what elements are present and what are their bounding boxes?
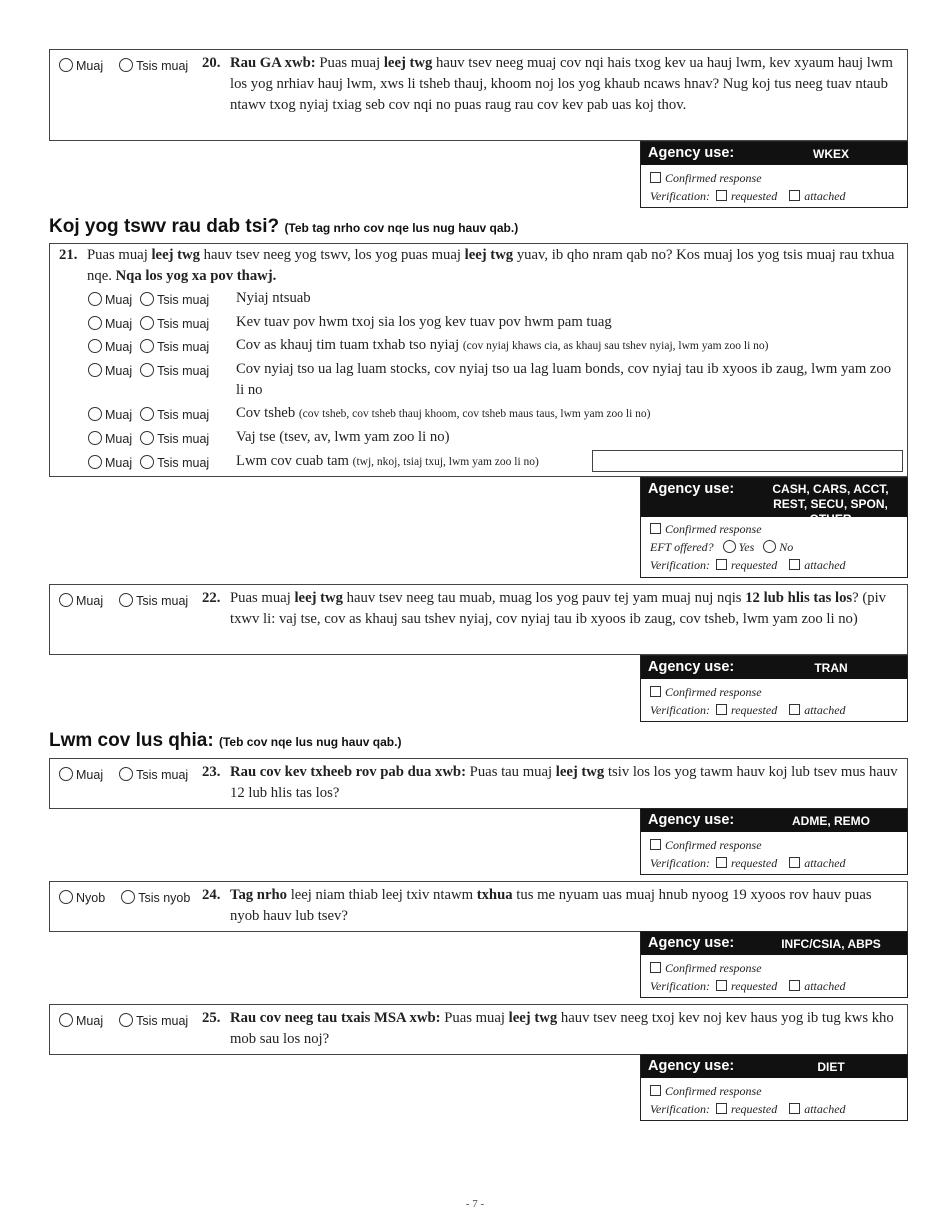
attached-checkbox[interactable] [789, 1103, 800, 1114]
q24-no-label: Tsis nyob [138, 891, 191, 905]
q22-no-label: Tsis muaj [136, 594, 189, 608]
confirmed-response-label: Confirmed response [665, 685, 762, 699]
q21-number: 21. [59, 247, 78, 263]
question-23-box [49, 758, 908, 809]
q21-row7-yes-radio[interactable] [88, 455, 102, 469]
q21-row4-label: Cov nyiaj tso ua lag luam stocks, cov nyiaj tso ua lag luam bonds, cov nyiaj tau ib xyoos ib zaug, lwm yam zoo li no [236, 361, 892, 398]
question-20-box [49, 49, 908, 141]
attached-checkbox[interactable] [789, 980, 800, 991]
verification-label: Verification: [650, 1102, 710, 1116]
q21-row4-yes-radio[interactable] [88, 363, 102, 377]
q20-number: 20. [202, 55, 221, 71]
question-24-box [49, 881, 908, 932]
agency-use-box-21 [640, 477, 908, 578]
q22-number: 22. [202, 590, 221, 606]
q21-row5-no-radio[interactable] [140, 407, 154, 421]
verification-label: Verification: [650, 703, 710, 717]
q20-no-radio[interactable] [119, 58, 133, 72]
confirmed-response-label: Confirmed response [665, 961, 762, 975]
confirmed-response-label: Confirmed response [665, 1084, 762, 1098]
no-label: Tsis muaj [157, 456, 210, 470]
confirmed-response-checkbox[interactable] [650, 686, 661, 697]
page-number: - 7 - [465, 1198, 485, 1210]
q22-yes-label: Muaj [76, 594, 104, 608]
attached-label: attached [804, 856, 846, 870]
section-heading-other: Lwm cov lus qhia: (Teb cov nqe lus nug hauv qab.) [49, 730, 402, 751]
q21-row5-label: Cov tsheb (cov tsheb, cov tsheb thauj khoom, cov tsheb maus taus, lwm yam zoo li no) [236, 405, 651, 421]
requested-label: requested [731, 558, 778, 572]
requested-label: requested [731, 703, 778, 717]
other-assets-input[interactable] [592, 450, 903, 472]
q21-row5-yes-radio[interactable] [88, 407, 102, 421]
agency-use-box-20 [640, 141, 908, 208]
confirmed-response-checkbox[interactable] [650, 962, 661, 973]
q21-row7-label: Lwm cov cuab tam (twj, nkoj, tsiaj txuj, lwm yam zoo li no) [236, 453, 539, 469]
confirmed-response-checkbox[interactable] [650, 1085, 661, 1096]
agency-use-label: Agency use: [648, 935, 735, 951]
q22-yes-radio[interactable] [59, 593, 73, 607]
yes-label: Muaj [105, 364, 133, 378]
verification-label: Verification: [650, 558, 710, 572]
q21-row2-label: Kev tuav pov hwm txoj sia los yog kev tuav pov hwm pam tuag [236, 314, 612, 330]
q23-no-radio[interactable] [119, 767, 133, 781]
q21-row3-yes-radio[interactable] [88, 339, 102, 353]
verification-label: Verification: [650, 856, 710, 870]
no-label: Tsis muaj [157, 432, 210, 446]
requested-checkbox[interactable] [716, 559, 727, 570]
q20-no-label: Tsis muaj [136, 59, 189, 73]
q23-yes-label: Muaj [76, 768, 104, 782]
agency-use-label: Agency use: [648, 481, 735, 497]
q21-row2-no-radio[interactable] [140, 316, 154, 330]
q25-no-label: Tsis muaj [136, 1014, 189, 1028]
q20-options [59, 57, 188, 75]
requested-checkbox[interactable] [716, 980, 727, 991]
q22-no-radio[interactable] [119, 593, 133, 607]
confirmed-response-label: Confirmed response [665, 838, 762, 852]
q22-text: Puas muaj leej twg hauv tsev neeg tau muab, muag los yog pauv tej yam muaj nuj nqis 12 lub hlis tas los? (piv txwv li: vaj tse, cov as khauj sau tshev nyiaj, cov nyiaj tau ib xyoos ib zaug, cov tsheb, lwm yam zoo li no) [230, 590, 886, 627]
agency-use-box-23 [640, 808, 908, 875]
q21-row6-no-radio[interactable] [140, 431, 154, 445]
confirmed-response-label: Confirmed response [665, 171, 762, 185]
q21-row6-label: Vaj tse (tsev, av, lwm yam zoo li no) [236, 429, 450, 445]
no-label: Tsis muaj [157, 293, 210, 307]
question-25-box [49, 1004, 908, 1055]
q24-yes-label: Nyob [76, 891, 106, 905]
q21-text: Puas muaj leej twg hauv tsev neeg yog tswv, los yog puas muaj leej twg yuav, ib qho nram qab no? Kos muaj los yog tsis muaj rau txhua nqe. Nqa los yog xa pov thawj. [87, 247, 895, 284]
attached-checkbox[interactable] [789, 559, 800, 570]
q21-row2-yes-radio[interactable] [88, 316, 102, 330]
q25-yes-label: Muaj [76, 1014, 104, 1028]
yes-label: Muaj [105, 317, 133, 331]
yes-label: Muaj [105, 340, 133, 354]
no-label: Tsis muaj [157, 340, 210, 354]
eft-yes-radio[interactable] [723, 540, 736, 553]
q21-row1-no-radio[interactable] [140, 292, 154, 306]
yes-label: Muaj [105, 456, 133, 470]
question-21-box [49, 243, 908, 477]
section-heading-assets: Koj yog tswv rau dab tsi? (Teb tag nrho cov nqe lus nug hauv qab.) [49, 216, 519, 237]
attached-checkbox[interactable] [789, 190, 800, 201]
agency-codes: TRAN [814, 661, 848, 675]
q23-yes-radio[interactable] [59, 767, 73, 781]
agency-use-box-22 [640, 655, 908, 722]
confirmed-response-label: Confirmed response [665, 522, 762, 536]
requested-checkbox[interactable] [716, 857, 727, 868]
eft-no-label: No [779, 540, 794, 554]
attached-label: attached [804, 703, 846, 717]
agency-use-label: Agency use: [648, 1058, 735, 1074]
requested-checkbox[interactable] [716, 1103, 727, 1114]
q21-row3-label: Cov as khauj tim tuam txhab tso nyiaj (cov nyiaj khaws cia, as khauj sau tshev nyiaj, lwm yam zoo li no) [236, 337, 769, 353]
eft-offered-label: EFT offered? [650, 540, 714, 554]
q21-row1-yes-radio[interactable] [88, 292, 102, 306]
attached-checkbox[interactable] [789, 857, 800, 868]
requested-label: requested [731, 189, 778, 203]
attached-label: attached [804, 1102, 846, 1116]
yes-label: Muaj [105, 293, 133, 307]
q25-no-radio[interactable] [119, 1013, 133, 1027]
requested-label: requested [731, 856, 778, 870]
requested-checkbox[interactable] [716, 704, 727, 715]
attached-label: attached [804, 189, 846, 203]
q21-row6-yes-radio[interactable] [88, 431, 102, 445]
requested-label: requested [731, 979, 778, 993]
confirmed-response-checkbox[interactable] [650, 172, 661, 183]
q24-number: 24. [202, 887, 221, 903]
attached-label: attached [804, 979, 846, 993]
requested-checkbox[interactable] [716, 190, 727, 201]
eft-yes-label: Yes [738, 540, 755, 554]
agency-use-label: Agency use: [648, 145, 735, 161]
agency-codes: DIET [817, 1060, 845, 1074]
agency-codes: CASH, CARS, ACCT, REST, SECU, SPON, OTHER [772, 482, 889, 526]
eft-no-radio[interactable] [763, 540, 776, 553]
verification-label: Verification: [650, 979, 710, 993]
no-label: Tsis muaj [157, 408, 210, 422]
agency-use-label: Agency use: [648, 659, 735, 675]
q21-row7-no-radio[interactable] [140, 455, 154, 469]
q24-no-radio[interactable] [121, 890, 135, 904]
q25-yes-radio[interactable] [59, 1013, 73, 1027]
requested-label: requested [731, 1102, 778, 1116]
q20-yes-label: Muaj [76, 59, 104, 73]
question-22-box [49, 584, 908, 655]
agency-use-label: Agency use: [648, 812, 735, 828]
yes-label: Muaj [105, 408, 133, 422]
q23-text: Rau cov kev txheeb rov pab dua xwb: Puas tau muaj leej twg tsiv los los yog tawm hauv koj lub tsev mus hauv 12 lub hlis tas los? [230, 764, 898, 801]
attached-checkbox[interactable] [789, 704, 800, 715]
q23-number: 23. [202, 764, 221, 780]
confirmed-response-checkbox[interactable] [650, 523, 661, 534]
agency-codes: ADME, REMO [792, 814, 870, 828]
q21-row3-no-radio[interactable] [140, 339, 154, 353]
agency-codes: WKEX [813, 147, 849, 161]
no-label: Tsis muaj [157, 317, 210, 331]
agency-use-box-25 [640, 1054, 908, 1121]
q25-text: Rau cov neeg tau txais MSA xwb: Puas muaj leej twg hauv tsev neeg txoj kev noj kev haus yog ib tug kws kho mob sau los noj? [230, 1010, 894, 1047]
q25-number: 25. [202, 1010, 221, 1026]
q20-text: Rau GA xwb: Puas muaj leej twg hauv tsev neeg muaj cov nqi hais txog kev ua hauj lwm, kev xyaum hauj lwm los yog nrhiav hauj lwm, xws li tsheb thauj, khoom noj los yog khaub ncaws hnav? Nug koj tus neeg tuav ntaub ntawv txog nyiaj txiag seb cov nqi no puas raug rau cov kev pab uas koj thov. [230, 55, 893, 113]
no-label: Tsis muaj [157, 364, 210, 378]
confirmed-response-checkbox[interactable] [650, 839, 661, 850]
yes-label: Muaj [105, 432, 133, 446]
q20-yes-radio[interactable] [59, 58, 73, 72]
q21-row4-no-radio[interactable] [140, 363, 154, 377]
attached-label: attached [804, 558, 846, 572]
q24-yes-radio[interactable] [59, 890, 73, 904]
verification-label: Verification: [650, 189, 710, 203]
agency-use-box-24 [640, 931, 908, 998]
q21-row1-label: Nyiaj ntsuab [236, 290, 311, 306]
q24-text: Tag nrho leej niam thiab leej txiv ntawm txhua tus me nyuam uas muaj hnub nyoog 19 xyoos rov hauv puas nyob hauv lub tsev? [230, 887, 872, 924]
agency-codes: INFC/CSIA, ABPS [781, 937, 881, 951]
q23-no-label: Tsis muaj [136, 768, 189, 782]
